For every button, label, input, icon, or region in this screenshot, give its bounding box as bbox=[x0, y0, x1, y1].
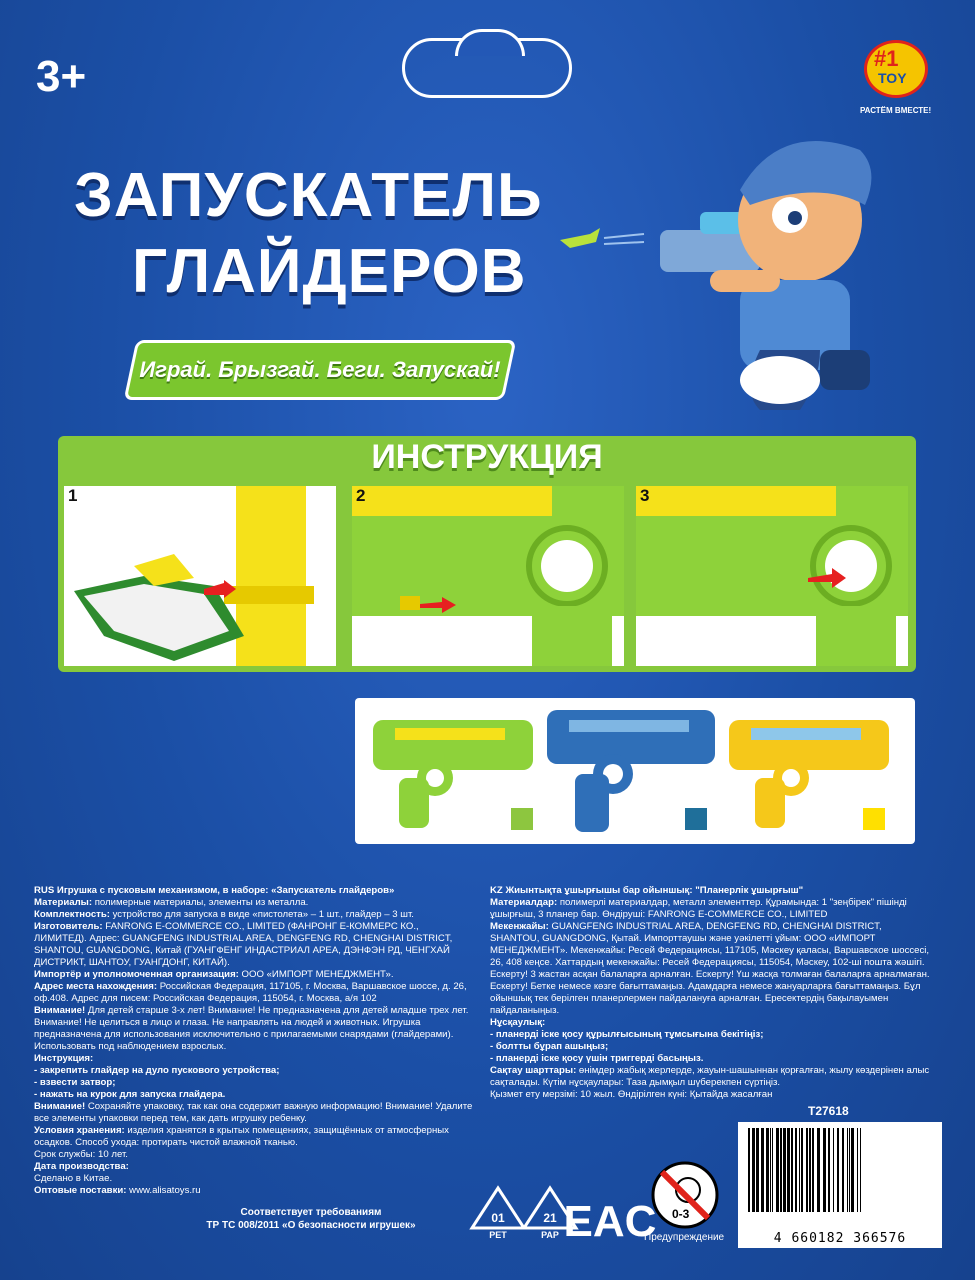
barcode-bar bbox=[791, 1128, 793, 1212]
instruction-step-1 bbox=[64, 486, 336, 666]
barcode-bars bbox=[738, 1122, 942, 1230]
info-line: Внимание! Сохраняйте упаковку, так как она содержит важную информацию! Внимание! Удалите все элементы упаковки перед тем, как дать игрушку ребенку. bbox=[34, 1101, 473, 1124]
recycle-pap-number: 21 bbox=[543, 1211, 557, 1225]
barcode-bar bbox=[851, 1128, 854, 1212]
russian-product-info bbox=[34, 885, 474, 1197]
color-swatch-blue bbox=[685, 808, 707, 830]
info-line: KZ Жиынтықта ұшырғышы бар ойыншық: "Планерлік ұшырғыш" bbox=[490, 885, 804, 896]
barcode-number: 4 660182 366576 bbox=[773, 1231, 907, 1246]
step-number: 1 bbox=[68, 486, 78, 505]
barcode-bar bbox=[842, 1128, 844, 1212]
title-line-2: ГЛАЙДЕРОВ bbox=[132, 237, 527, 306]
info-line: Условия хранения: изделия хранятся в крытых помещениях, защищённых от атмосферных осадков. Способ ухода: протирать чистой влажной тканью. bbox=[34, 1125, 449, 1148]
step-3-illustration bbox=[636, 486, 908, 666]
kazakh-product-info bbox=[490, 885, 930, 1101]
barcode-bar bbox=[806, 1128, 808, 1212]
info-line: Адрес места нахождения: Российская Федерация, 117105, г. Москва, Варшавское шоссе, д. 26, оф.408. Адрес для писем: Российская Федерация, 115054, г. Москва, а/я 102 bbox=[34, 981, 467, 1004]
info-line: Қызмет ету мерзімі: 10 жыл. Өндірілген күні: Қытайда жасалған bbox=[490, 1089, 773, 1100]
info-line: - планерді іске қосу құрылғысының тұмсығына бекітіңіз; bbox=[490, 1029, 764, 1040]
info-line: Материалы: полимерные материалы, элементы из металла. bbox=[34, 897, 309, 908]
slogan-text: Играй. Брызгай. Беги. Запускай! bbox=[139, 357, 501, 382]
info-line: Инструкция: bbox=[34, 1053, 94, 1064]
compliance-line-2: ТР ТС 008/2011 «О безопасности игрушек» bbox=[206, 1220, 416, 1231]
barcode-bar bbox=[770, 1128, 771, 1212]
info-line: Изготовитель: FANRONG E-COMMERCE CO., LIMITED (ФАНРОНГ Е-КОММЕРС КО., ЛИМИТЕД). Адрес: GUANGFENG INDUSTRIAL AREA, DENGFENG RD, CHENGHAI DISTRICT, SHANTOU, GUANGDONG, Китай (ГУАНГФЕНГ ИНДАСТРИАЛ АРЕА, ДЭНФЭН РД, ЧЕНГХАЙ ДИСТРИКТ, ШАНТОУ, ГУАНГДОНГ, КИТАЙ). bbox=[34, 921, 453, 968]
compliance-text bbox=[186, 1206, 436, 1232]
barcode-bar bbox=[837, 1128, 839, 1212]
info-line: - планерді іске қосу үшін триггерді басыңыз. bbox=[490, 1053, 704, 1064]
barcode-bar bbox=[776, 1128, 779, 1212]
info-line: Дата производства: bbox=[34, 1161, 129, 1172]
green-launcher-icon bbox=[373, 720, 533, 828]
age-warning-icon bbox=[644, 1160, 725, 1250]
warning-label: Предупреждение bbox=[644, 1232, 725, 1243]
brand-logo bbox=[860, 40, 940, 120]
barcode-bar bbox=[766, 1128, 769, 1212]
info-line: RUS Игрушка с пусковым механизмом, в наборе: «Запускатель глайдеров» bbox=[34, 885, 395, 896]
slogan-banner bbox=[124, 340, 517, 400]
info-line: - закрепить глайдер на дуло пускового устройства; bbox=[34, 1065, 280, 1076]
recycle-pap-label: PAP bbox=[541, 1230, 559, 1240]
barcode-bar bbox=[809, 1128, 811, 1212]
barcode-bar bbox=[795, 1128, 797, 1212]
hang-hole bbox=[402, 38, 572, 98]
boy-illustration bbox=[560, 110, 890, 420]
info-line: - нажать на курок для запуска глайдера. bbox=[34, 1089, 226, 1100]
step-2-illustration bbox=[352, 486, 624, 666]
step-number: 3 bbox=[640, 486, 650, 505]
product-title bbox=[74, 158, 543, 310]
step-1-illustration bbox=[64, 486, 336, 666]
info-line: Комплектность: устройство для запуска в виде «пистолета» – 1 шт., глайдер – 3 шт. bbox=[34, 909, 414, 920]
barcode-bar bbox=[748, 1128, 750, 1212]
svg-text:EAC: EAC bbox=[563, 1197, 657, 1246]
barcode-bar bbox=[801, 1128, 803, 1212]
recycle-pet-number: 01 bbox=[491, 1211, 505, 1225]
age-badge: 3+ bbox=[36, 52, 87, 101]
barcode-bar bbox=[823, 1128, 826, 1212]
barcode-bar bbox=[780, 1128, 782, 1212]
info-line: Нұсқаулық: bbox=[490, 1017, 546, 1028]
barcode-bar bbox=[812, 1128, 814, 1212]
warning-age: 0-3 bbox=[672, 1207, 690, 1221]
info-line: Оптовые поставки: www.alisatoys.ru bbox=[34, 1185, 201, 1196]
instruction-heading: ИНСТРУКЦИЯ bbox=[371, 438, 603, 476]
info-line: Сақтау шарттары: өнімдер жабық жерлерде, жауын-шашыннан қорғалған, жылу көздерінен алыс сақталады. Күтім нұсқаулары: Таза дымқыл шүберекпен сүртіңіз. bbox=[490, 1065, 930, 1088]
barcode-bar bbox=[772, 1128, 773, 1212]
recycle-pet-icon bbox=[470, 1186, 526, 1244]
info-line: - болтты бұрап ашыңыз; bbox=[490, 1041, 609, 1052]
info-line: Внимание! Для детей старше 3-х лет! Внимание! Не предназначена для детей младше трех лет. Внимание! Не целиться в лицо и глаза. Не направлять на людей и животных. Игрушка предназначена для использования исключительно с прилагаемыми снарядами (глайдерами). Использовать под наблюдением взрослых. bbox=[34, 1005, 469, 1052]
barcode-bar bbox=[849, 1128, 850, 1212]
info-line: Срок службы: 10 лет. bbox=[34, 1149, 128, 1160]
info-line: Сделано в Китае. bbox=[34, 1173, 113, 1184]
recycle-pet-label: PET bbox=[489, 1230, 507, 1240]
barcode-bar bbox=[756, 1128, 759, 1212]
barcode-bar bbox=[860, 1128, 861, 1212]
info-line: Импортёр и уполномоченная организация: ООО «ИМПОРТ МЕНЕДЖМЕНТ». bbox=[34, 969, 394, 980]
barcode-bar bbox=[761, 1128, 764, 1212]
barcode-bar bbox=[828, 1128, 830, 1212]
logo-tagline: РАСТЁМ ВМЕСТЕ! bbox=[860, 106, 932, 115]
instruction-panel bbox=[58, 436, 916, 672]
barcode-bar bbox=[799, 1128, 800, 1212]
barcode-bar bbox=[857, 1128, 858, 1212]
color-variants-panel bbox=[355, 698, 915, 844]
eac-mark-icon bbox=[563, 1190, 657, 1246]
barcode bbox=[738, 1104, 942, 1248]
step-number: 2 bbox=[356, 486, 366, 505]
flying-glider-icon bbox=[560, 228, 644, 248]
instruction-step-3 bbox=[636, 486, 908, 666]
logo-number: #1 bbox=[874, 46, 899, 71]
color-swatch-yellow bbox=[863, 808, 885, 830]
info-line: - взвести затвор; bbox=[34, 1077, 116, 1088]
launcher-variants-illustration bbox=[355, 698, 915, 844]
barcode-bar bbox=[817, 1128, 820, 1212]
instruction-step-2 bbox=[352, 486, 624, 666]
info-line: Материалдар: полимерлі материалдар, металл элементтер. Құрамында: 1 "зеңбірек" пішінді ұшырғыш, 3 планер бар. Өндіруші: FANRONG E-COMMERCE CO., LIMITED bbox=[490, 897, 907, 920]
barcode-bar bbox=[787, 1128, 790, 1212]
barcode-bar bbox=[783, 1128, 786, 1212]
barcode-bar bbox=[752, 1128, 755, 1212]
barcode-bar bbox=[847, 1128, 848, 1212]
logo-word: TOY bbox=[878, 70, 907, 86]
title-line-1: ЗАПУСКАТЕЛЬ bbox=[74, 161, 543, 230]
barcode-bar bbox=[833, 1128, 834, 1212]
info-line: Мекенжайы: GUANGFENG INDUSTRIAL AREA, DENGFENG RD, CHENGHAI DISTRICT, SHANTOU, GUANGDONG, Қытай. Импорттаушы және уәкілетті ұйым: ООО «ИМПОРТ МЕНЕДЖМЕНТ». Мекенжайы: Ресей Федерациясы, 117105, Мәскеу қаласы, Варшавское шоссесі, 26, 408 кеңсе. Хаттардың мекенжайы: Ресей Федерациясы, 115054, Мәскеу, 102-ші пошта жәшігі. Ескерту! 3 жастан асқан балаларға арналған. Ескерту! Үш жасқа толмаған балаларға арналмаған. Ескерту! Бетке немесе көзге бағыттамаңыз. Адамдарға немесе жануарларға бағыттамаңыз. Бұл ойыншық тек берілген планерлермен пайдалануға арналған. Ересектердің бақылауымен пайдаланыңыз. bbox=[490, 921, 930, 1016]
article-number: T27618 bbox=[808, 1104, 849, 1118]
compliance-line-1: Соответствует требованиям bbox=[240, 1207, 382, 1218]
color-swatch-green bbox=[511, 808, 533, 830]
